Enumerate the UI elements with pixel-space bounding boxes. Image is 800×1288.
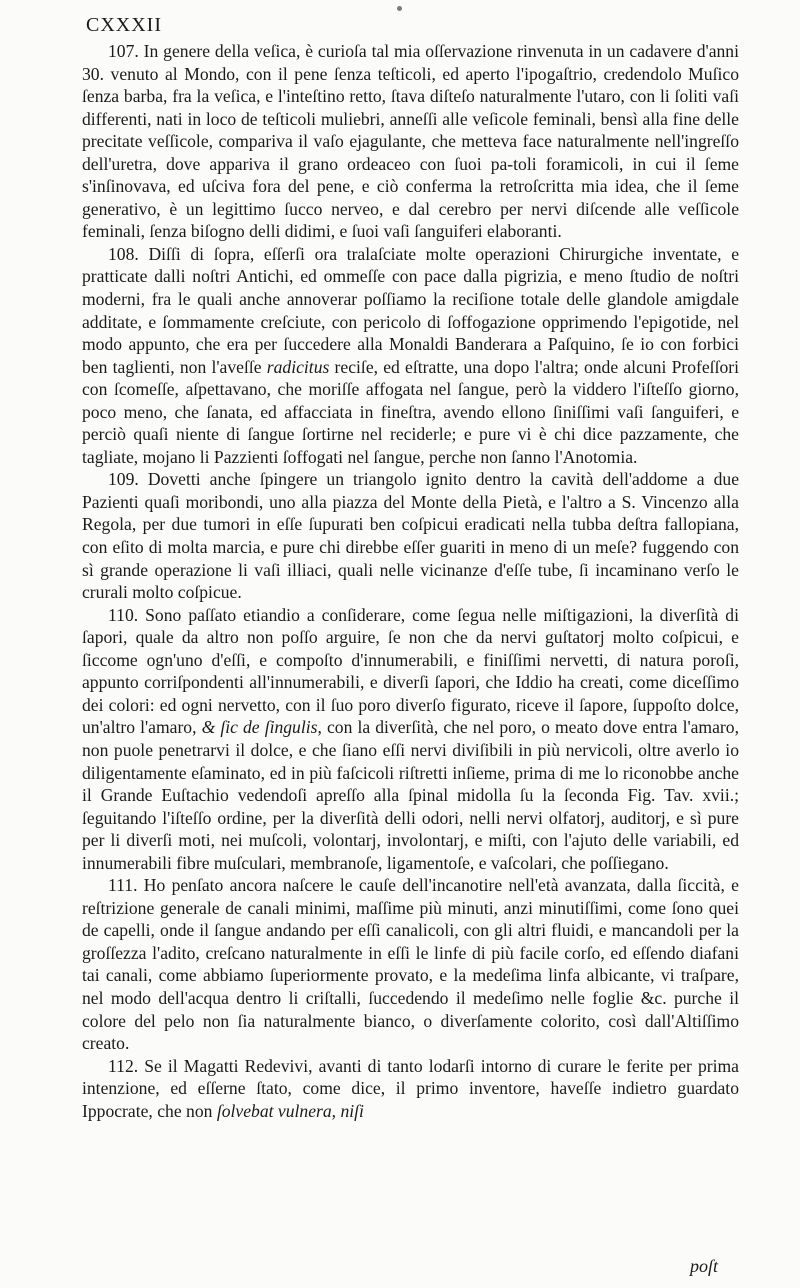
paragraph-text: In genere della veſica, è curioſa tal mia oſſervazione rinvenuta in un cadavere d'anni 30. venuto al Mondo, con il pene ſenza teſticoli, ed aperto l'ipogaſtrio, credendolo Muſico ſenza barba, fra la veſica, e l'inteſtino retto, ſtava diſteſo naturalmente l'utaro, con li ſoliti vaſi differenti, nati in loco de teſticoli muliebri, anneſſi alle veſicole feminali, bensì alla fine delle precitate veſſicole, compariva il vaſo ejagulante, che metteva face naturalmente nell'ingreſſo dell'uretra, dove appariva il grano ordeaceo con ſuoi pa-toli foramicoli, in cui il ſeme s'inſinovava, ed uſciva fora del pene, e ciò conferma la retroſcritta mia idea, che il ſeme generativo, è un legittimo ſucco nerveo, e dal cerebro per nervi diſcende alle veſſicole feminali, ſenza biſogno delli didimi, e ſuoi vaſi ſanguiferi elaboranti. <box>82 41 739 242</box>
paragraph-number: 109. <box>108 469 148 490</box>
paragraph-text: , con la diverſità, che nel poro, o meato dove entra l'amaro, non puole penetrarvi il dolce, e che ſiano eſſi nervi diviſibili in più nervicoli, oltre averlo io diligentamente eſaminato, ed in più faſcicoli riſtretti inſieme, prima di me lo riconobbe anche il Grande Euſtachio vedendoſi apreſſo alla ſpinal midolla ſu la ſeconda Fig. Tav. xvii.; ſeguitando l'iſteſſo ordine, per la diverſità delli odori, nelli nervi olfatorj, auditorj, e sì pure per li diverſi moti, nei muſcoli, volontarj, involontarj, e miſti, con l'ajuto delle variabili, ed innumerabili fibre muſculari, membranoſe, ligamentoſe, e vaſcolari, che poſſiegano. <box>82 717 739 873</box>
paragraph-number: 108. <box>108 243 149 264</box>
paragraph <box>82 40 739 243</box>
paragraph-text: Diſſi di ſopra, eſſerſi ora tralaſciate molte operazioni Chirurgiche inventate, e pratticate dalli noſtri Antichi, ed ommeſſe con pace dalla pigrizia, e meno ſtudio de noſtri moderni, fra le quali anche annoverar poſſiamo la reciſione totale delle glandole amigdale additate, e ſommamente creſciute, con pericolo di ſoffogazione opprimendo l'epigotide, nel modo appunto, che era per ſuccedere alla Monaldi Banderara a Paſquino, ſe io con forbici ben taglienti, non l'aveſſe <box>82 243 740 377</box>
paragraph <box>82 243 739 468</box>
paragraph <box>82 1055 739 1123</box>
body-text <box>82 40 739 1122</box>
paragraph-number: 112. <box>108 1055 145 1076</box>
paragraph-text: reciſe, ed eſtratte, una dopo l'altra; onde alcuni Profeſſori con ſcomeſſe, aſpettavano, che moriſſe affogata nel ſangue, però la viddero l'iſteſſo giorno, poco meno, che ſanata, ed affacciata in fineſtra, avendo ellono ſiniſſimi vaſi ſanguiferi, e perciò quaſi niente di ſangue ſortirne nel reciderle; e pure vi è chi dice pazzamente, che tagliate, mojano li Pazzienti ſoffogati nel ſangue, perche non ſanno l'Anotomia. <box>82 356 740 467</box>
paragraph-text: Sono paſſato etiandio a conſiderare, come ſegua nelle miſtigazioni, la diverſità di ſapori, quale da altro non poſſo arguire, ſe non che da nervi guſtatorj molto coſpicui, e ſiccome ogn'uno d'eſſi, e compoſto d'innumerabili, e finiſſimi nervetti, di natura poroſi, appunto corriſpondenti all'innumerabili, e diverſi ſapori, che Iddio ha creati, come diceſſimo dei colori: ed ogni nervetto, con il ſuo poro diverſo figurato, riceve il ſapore, ſuppoſto dolce, un'altro l'amaro, <box>82 604 739 738</box>
italic-text: radicitus <box>266 356 330 377</box>
paragraph-number: 110. <box>108 604 146 625</box>
paragraph <box>82 874 739 1054</box>
italic-text: & ſic de ſingulis <box>201 717 318 738</box>
italic-text: ſolvebat vulnera, niſi <box>216 1100 364 1121</box>
page-number-header: CXXXII <box>86 14 162 36</box>
paragraph-number: 111. <box>108 875 144 896</box>
paragraph <box>82 604 739 875</box>
paragraph-number: 107. <box>108 41 144 61</box>
catchword: poſt <box>690 1256 719 1276</box>
paragraph-text: Dovetti anche ſpingere un triangolo ignito dentro la cavità dell'addome a due Pazienti quaſi moribondi, uno alla piazza del Monte della Pietà, e l'altro a S. Vincenzo alla Regola, per due tumori in eſſe ſupurati ben coſpicui eradicati nella tubba deſtra fallopiana, con eſito di molta marcia, e pure chi direbbe eſſer guariti in meno di un meſe? fuggendo con sì grande operazione li vaſi illiaci, quali nelle vicinanze d'eſſe tube, ſi incaminano verſo le crurali molto coſpicue. <box>82 469 740 603</box>
paragraph <box>82 468 739 603</box>
paragraph-text: Ho penſato ancora naſcere le cauſe dell'incanotire nell'età avanzata, dalla ſiccità, e reſtrizione generale de canali minimi, maſſime più minuti, anzi minutiſſimi, come ſono quei de capelli, onde il ſangue andando per eſſi canalicoli, con gli altri fluidi, e mancandoli per la groſſezza l'adito, creſcano naturalmente in eſſi le linfe di più facile corſo, ed eſſendo diafani tai canali, come abbiamo ſuperiormente provato, e la medeſima linfa albicante, vi traſpare, nel modo dell'acqua dentro li criſtalli, ſuccedendo il medeſimo nelle foglie &c. purche il colore del pelo non ſia naturalmente bianco, o diverſamente colorito, così dall'Altiſſimo creato. <box>82 875 739 1054</box>
ink-speck-decoration <box>397 6 402 11</box>
paragraph-text: Se il Magatti Redevivi, avanti di tanto lodarſi intorno di curare le ferite per prima intenzione, ed eſſerne ſtato, come dice, il primo inventore, haveſſe indietro guardato Ippocrate, che non <box>82 1055 739 1121</box>
